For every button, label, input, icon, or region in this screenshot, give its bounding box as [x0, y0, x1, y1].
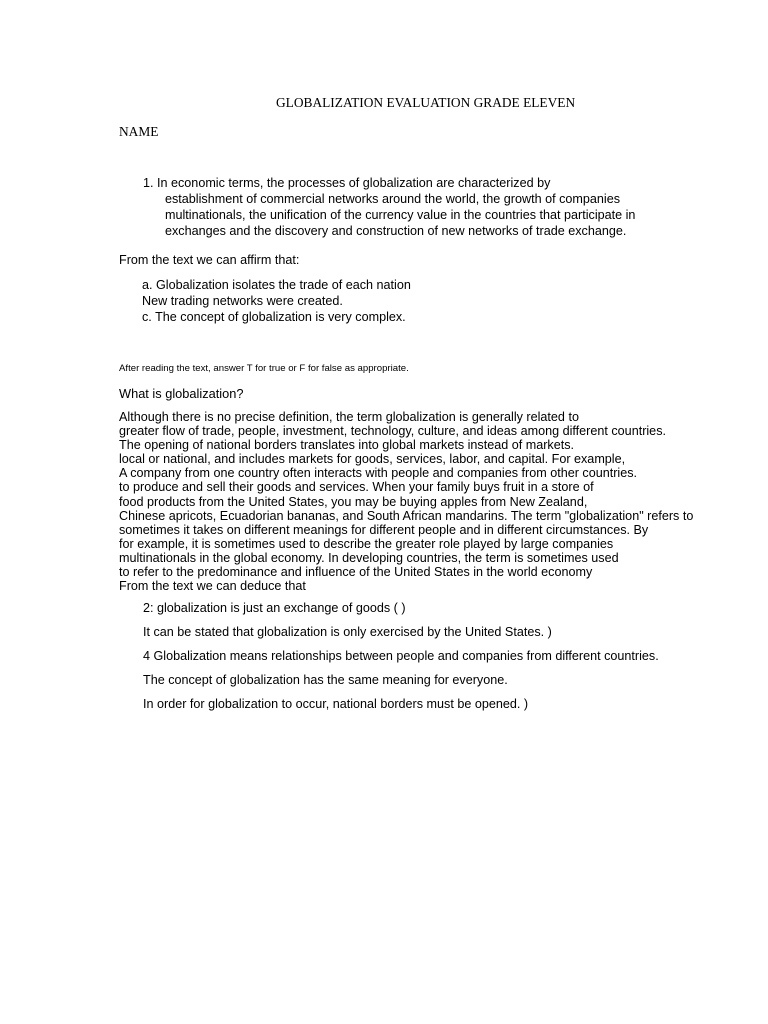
section-heading: What is globalization? [119, 386, 244, 401]
statement-6: In order for globalization to occur, national borders must be opened. ) [143, 697, 529, 711]
paragraph-line: food products from the United States, you may be buying apples from New Zealand, [119, 494, 588, 509]
question-1-line: 1. In economic terms, the processes of globalization are characterized by [143, 176, 551, 190]
paragraph-line: sometimes it takes on different meanings for different people and in different circumstances. By [119, 522, 649, 537]
option-c: c. The concept of globalization is very complex. [142, 310, 406, 324]
paragraph-line: for example, it is sometimes used to describe the greater role played by large companies [119, 536, 614, 551]
statement-5: The concept of globalization has the same meaning for everyone. [143, 673, 508, 687]
statement-3: It can be stated that globalization is only exercised by the United States. ) [143, 625, 552, 639]
question-1-prompt: From the text we can affirm that: [119, 253, 300, 267]
paragraph-line: A company from one country often interacts with people and companies from other countries. [119, 466, 638, 481]
paragraph-line: to refer to the predominance and influence of the United States in the world economy [119, 565, 593, 580]
instruction-note: After reading the text, answer T for true or F for false as appropriate. [119, 363, 409, 374]
option-b: New trading networks were created. [142, 294, 343, 308]
paragraph-line: local or national, and includes markets for goods, services, labor, and capital. For example, [119, 452, 626, 467]
question-1-line: multinationals, the unification of the currency value in the countries that participate in [165, 208, 636, 222]
paragraph-line: to produce and sell their goods and services. When your family buys fruit in a store of [119, 480, 594, 495]
question-1-line: establishment of commercial networks around the world, the growth of companies [165, 192, 620, 206]
paragraph-line: greater flow of trade, people, investment, technology, culture, and ideas among different countries. [119, 424, 666, 439]
question-1 [143, 175, 668, 239]
option-a: a. Globalization isolates the trade of each nation [142, 278, 411, 292]
reading-paragraph [119, 410, 694, 594]
paragraph-line: Although there is no precise definition, the term globalization is generally related to [119, 410, 579, 424]
statement-4: 4 Globalization means relationships between people and companies from different countries. [143, 649, 659, 663]
paragraph-line: The opening of national borders translates into global markets instead of markets. [119, 438, 575, 453]
paragraph-line: Chinese apricots, Ecuadorian bananas, and South African mandarins. The term "globalization" refers to [119, 508, 694, 523]
paragraph-line: multinationals in the global economy. In developing countries, the term is sometimes used [119, 550, 619, 565]
page-title: GLOBALIZATION EVALUATION GRADE ELEVEN [276, 95, 576, 110]
paragraph-line: From the text we can deduce that [119, 579, 306, 594]
name-label: NAME [119, 124, 159, 139]
question-1-line: exchanges and the discovery and construction of new networks of trade exchange. [165, 224, 627, 238]
statement-2: 2: globalization is just an exchange of goods ( ) [143, 601, 406, 615]
